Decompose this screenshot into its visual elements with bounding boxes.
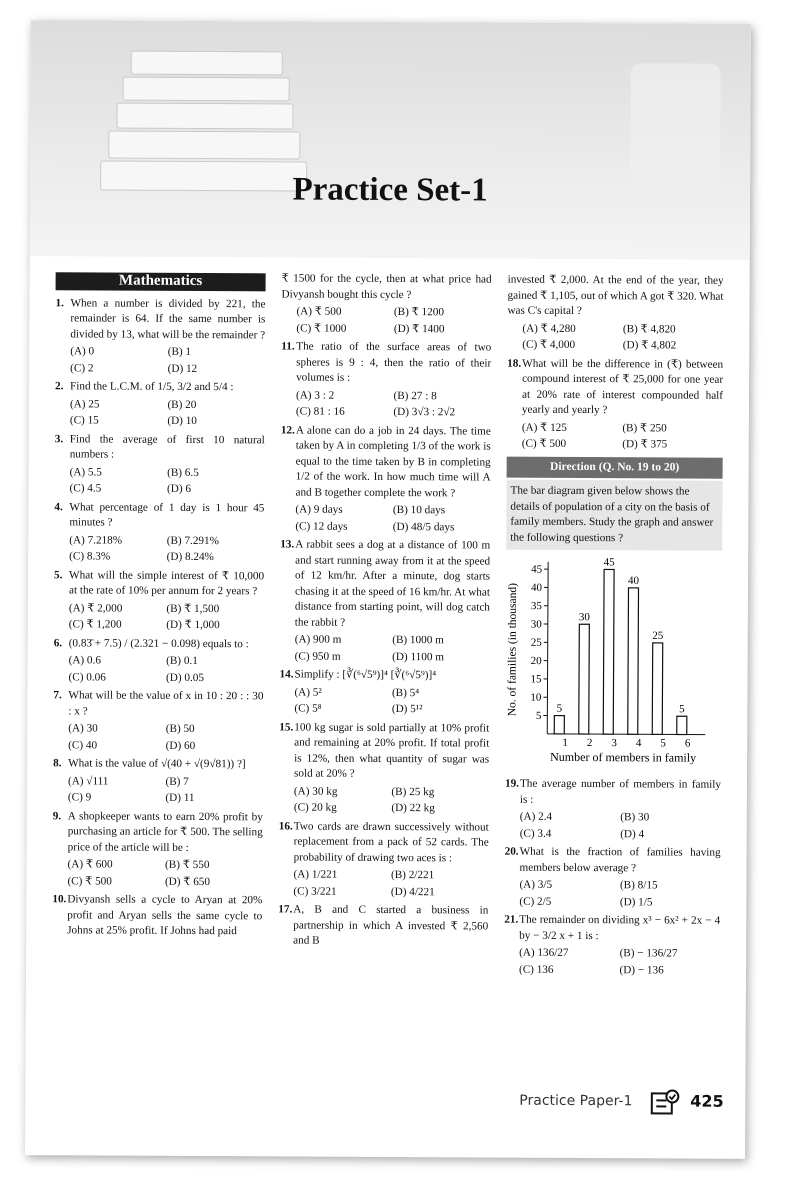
option-item: (D) 1/5 bbox=[619, 895, 653, 908]
y-tick-label: 5 bbox=[535, 709, 542, 723]
y-tick-label: 35 bbox=[530, 600, 542, 613]
question-text: A, B and C started a business in partnership in which A invested ₹ 2,560 and B bbox=[293, 903, 489, 947]
option-item: (B) ₹ 550 bbox=[165, 858, 210, 872]
question bbox=[278, 819, 488, 901]
question-text: 100 kg sugar is sold partially at 10% profit and remaining at 20% profit. If total profit is 12%, then what quantity of sugar was sold at 20% ? bbox=[294, 721, 490, 780]
question-row bbox=[280, 537, 490, 631]
option-item: (A) 5.5 bbox=[69, 465, 102, 479]
option-item: (D) 8.24% bbox=[166, 550, 214, 564]
question bbox=[505, 777, 721, 843]
question bbox=[52, 892, 262, 940]
question-text: Simplify : [∛(⁶√5⁹)]⁴ [∛(⁶√5⁹)]⁴ bbox=[294, 668, 437, 682]
header-banner bbox=[30, 20, 751, 260]
options bbox=[280, 632, 490, 665]
question-text: The ratio of the surface areas of two spheres is 9 : 4, then the ratio of their volumes is : bbox=[296, 340, 492, 384]
question-text: What percentage of 1 day is 1 hour 45 minutes ? bbox=[69, 500, 265, 529]
options bbox=[279, 784, 489, 817]
question-list bbox=[504, 777, 721, 979]
question-list bbox=[507, 356, 723, 453]
option-item: (A) ₹ 125 bbox=[521, 421, 567, 434]
question-row bbox=[54, 568, 264, 600]
book-stack-image bbox=[108, 131, 300, 160]
options bbox=[505, 810, 721, 843]
option-item: (C) 12 days bbox=[295, 520, 348, 533]
question-row bbox=[280, 667, 490, 684]
question-row bbox=[55, 296, 265, 344]
option-item: (A) ₹ 600 bbox=[67, 858, 113, 871]
question-number: 12. bbox=[280, 423, 295, 437]
bar bbox=[677, 716, 687, 734]
option-item: (D) ₹ 1,000 bbox=[166, 618, 220, 632]
question-row bbox=[279, 720, 489, 783]
option-item: (D) 12 bbox=[167, 362, 198, 375]
option-item: (D) 1100 m bbox=[392, 650, 444, 663]
y-tick-label: 25 bbox=[530, 636, 542, 649]
question-row bbox=[507, 356, 723, 419]
question-row bbox=[52, 892, 262, 940]
options bbox=[504, 946, 720, 979]
question-row bbox=[278, 902, 488, 950]
question bbox=[504, 913, 720, 979]
bar-chart bbox=[505, 554, 722, 775]
options bbox=[54, 601, 264, 634]
option-item: (C) 950 m bbox=[294, 650, 341, 663]
options bbox=[53, 774, 263, 807]
option-item: (D) 5¹² bbox=[391, 703, 423, 716]
question-row bbox=[55, 379, 265, 396]
question-text: The remainder on dividing x³ − 6x² + 2x − 4 by − 3/2 x + 1 is : bbox=[519, 913, 721, 942]
question-continuation: invested ₹ 2,000. At the end of the year, they gained ₹ 1,105, out of which A got ₹ 320. What was C's capital ? bbox=[507, 273, 724, 318]
option-item: (A) 2.4 bbox=[519, 810, 553, 823]
option-item: (B) 1 bbox=[167, 345, 192, 358]
option-item: (D) ₹ 375 bbox=[622, 438, 668, 451]
question-number: 15. bbox=[279, 720, 294, 734]
bar bbox=[652, 643, 662, 735]
option-item: (B) 7 bbox=[165, 775, 189, 788]
question bbox=[504, 845, 720, 911]
y-tick-label: 45 bbox=[531, 563, 543, 576]
option-item: (B) ₹ 250 bbox=[622, 421, 667, 434]
question-row bbox=[55, 432, 265, 464]
question bbox=[279, 720, 489, 817]
y-tick-label: 20 bbox=[530, 655, 542, 668]
question-continuation: ₹ 1500 for the cycle, then at what price had Divyansh bought this cycle ? bbox=[281, 272, 492, 301]
option-item: (A) 0.6 bbox=[68, 654, 101, 667]
question-row bbox=[505, 777, 721, 809]
options bbox=[279, 685, 489, 718]
column-2 bbox=[278, 271, 492, 950]
question-text: (0.83̄ + 7.5) / (2.321 − 0.098) equals to : bbox=[68, 636, 249, 650]
x-tick-label: 2 bbox=[586, 737, 593, 750]
options bbox=[280, 502, 490, 535]
option-item: (B) 8/15 bbox=[619, 879, 658, 892]
question-number: 7. bbox=[53, 689, 62, 702]
data-label: 30 bbox=[578, 611, 590, 624]
option-item: (B) 10 days bbox=[392, 504, 446, 517]
option-item: (B) 30 bbox=[620, 811, 650, 824]
option-item: (A) 30 bbox=[68, 722, 98, 735]
option-item: (C) ₹ 4,000 bbox=[522, 338, 576, 351]
question-text: Find the L.C.M. of 1/5, 3/2 and 5/4 : bbox=[70, 380, 234, 394]
option-item: (A) 136/27 bbox=[519, 946, 569, 959]
option-item: (A) 5² bbox=[294, 686, 322, 699]
options bbox=[55, 344, 265, 377]
option-item: (A) 9 days bbox=[295, 503, 343, 516]
question bbox=[52, 809, 262, 891]
option-item: (A) 1/221 bbox=[293, 868, 338, 881]
option-item: (B) 6.5 bbox=[167, 466, 199, 479]
option-item: (B) − 136/27 bbox=[619, 947, 678, 960]
question-number: 8. bbox=[53, 757, 62, 770]
option-item: (B) 5⁴ bbox=[391, 686, 420, 699]
question-number: 13. bbox=[280, 538, 295, 551]
options bbox=[278, 867, 488, 900]
question bbox=[507, 356, 723, 453]
question-number: 11. bbox=[281, 340, 295, 353]
question bbox=[280, 423, 491, 536]
decorative-image bbox=[630, 63, 721, 183]
option-item: (A) 900 m bbox=[294, 633, 342, 646]
option-item: (D) − 136 bbox=[619, 963, 664, 976]
option-item: (C) 9 bbox=[67, 791, 92, 804]
question-row bbox=[505, 845, 721, 877]
book-stack-image bbox=[116, 103, 293, 130]
option-item: (D) 10 bbox=[167, 414, 197, 427]
option-item: (D) 4/221 bbox=[390, 885, 435, 898]
question-row bbox=[54, 500, 264, 532]
data-label: 5 bbox=[679, 703, 685, 716]
question bbox=[53, 636, 263, 687]
options bbox=[507, 321, 723, 354]
data-label: 40 bbox=[628, 574, 640, 587]
question-text: Two cards are drawn successively without replacement from a pack of 52 cards. The probability of drawing two aces is : bbox=[293, 820, 489, 864]
question-text: What will be the difference in (₹) between compound interest of ₹ 25,000 for one year at 20% rate of interest compounded half yearly and yearly ? bbox=[521, 357, 724, 417]
option-item: (B) ₹ 4,820 bbox=[622, 322, 676, 336]
option-item: (C) ₹ 500 bbox=[521, 437, 567, 450]
bar bbox=[603, 569, 614, 734]
option-item: (B) 0.1 bbox=[166, 654, 198, 668]
question-text: Divyansh sells a cycle to Aryan at 20% profit and Aryan sells the same cycle to Johns at 25% profit. If Johns had paid bbox=[67, 893, 263, 938]
question-text: The average number of members in family is : bbox=[519, 777, 722, 806]
option-item: (A) 0 bbox=[70, 345, 95, 358]
question-row bbox=[279, 819, 489, 867]
question-text: Find the average of first 10 natural numbers : bbox=[69, 432, 265, 461]
options bbox=[55, 397, 265, 430]
x-tick-label: 3 bbox=[611, 737, 617, 750]
option-item: (B) 1000 m bbox=[392, 634, 444, 647]
question-text: What is the value of √(40 + √(9√81)) ?] bbox=[68, 757, 246, 771]
x-axis-title: Number of members in family bbox=[550, 749, 697, 765]
options bbox=[54, 465, 264, 498]
question-list bbox=[52, 296, 265, 940]
question-number: 18. bbox=[507, 357, 522, 370]
question-text: What will the simple interest of ₹ 10,000 at the rate of 10% per annum for 2 years ? bbox=[68, 568, 265, 598]
option-item: (D) 22 kg bbox=[391, 802, 435, 815]
option-item: (A) 3/5 bbox=[519, 878, 553, 891]
data-label: 45 bbox=[603, 556, 615, 569]
question-number: 9. bbox=[52, 809, 62, 822]
question-row bbox=[504, 913, 720, 945]
bar bbox=[554, 716, 564, 734]
question-number: 19. bbox=[504, 777, 520, 790]
option-item: (C) 81 : 16 bbox=[295, 405, 345, 418]
option-item: (C) 3.4 bbox=[519, 827, 552, 840]
question bbox=[54, 432, 264, 498]
question-number: 21. bbox=[504, 913, 519, 926]
section-heading: Mathematics bbox=[56, 272, 266, 291]
question bbox=[53, 756, 263, 807]
option-item: (D) 60 bbox=[165, 739, 196, 752]
x-tick-label: 1 bbox=[562, 736, 568, 749]
option-item: (B) ₹ 1200 bbox=[393, 306, 444, 319]
question-text: When a number is divided by 221, the remainder is 64. If the same number is divided by 13, what will be the remainder ? bbox=[70, 296, 266, 341]
option-item: (B) 20 bbox=[167, 398, 197, 411]
question-number: 14. bbox=[279, 668, 294, 681]
option-item: (A) ₹ 4,280 bbox=[522, 322, 576, 335]
option-item: (D) ₹ 4,802 bbox=[622, 339, 677, 352]
question-row bbox=[281, 339, 491, 387]
option-item: (C) ₹ 1,200 bbox=[68, 618, 122, 631]
options bbox=[54, 533, 264, 566]
question bbox=[278, 902, 488, 950]
option-item: (D) 6 bbox=[166, 482, 191, 495]
option-item: (D) 11 bbox=[165, 791, 195, 804]
question-number: 6. bbox=[53, 636, 63, 649]
page-number: 425 bbox=[690, 1091, 724, 1111]
column-3 bbox=[504, 273, 724, 979]
option-item: (B) 2/221 bbox=[390, 869, 435, 882]
option-item: (D) 48/5 days bbox=[392, 520, 455, 533]
option-item: (D) ₹ 1400 bbox=[393, 322, 445, 335]
options bbox=[504, 878, 720, 911]
book-stack-image bbox=[123, 77, 290, 102]
options bbox=[53, 721, 263, 754]
option-item: (A) ₹ 500 bbox=[296, 305, 342, 318]
option-item: (C) 136 bbox=[518, 963, 554, 976]
question-number: 20. bbox=[504, 845, 519, 858]
bar bbox=[628, 588, 639, 734]
book-stack-image bbox=[131, 51, 283, 76]
question-text: What is the fraction of families having members below average ? bbox=[519, 845, 721, 874]
question-number: 17. bbox=[278, 903, 293, 916]
question-row bbox=[280, 423, 490, 502]
question-number: 4. bbox=[54, 500, 63, 513]
question bbox=[53, 688, 263, 754]
question-number: 5. bbox=[54, 568, 63, 581]
option-item: (A) √111 bbox=[67, 774, 109, 788]
option-item: (C) ₹ 500 bbox=[67, 874, 112, 888]
option-item: (C) 0.06 bbox=[68, 670, 106, 684]
question-text: A alone can do a job in 24 days. The time taken by A in completing 1/3 of the work is equal to the time taken by B in completing 1/2 of the work. In how much time will A and B together complete the work ? bbox=[295, 424, 491, 499]
option-item: (C) 40 bbox=[68, 738, 98, 751]
option-item: (B) 50 bbox=[165, 722, 195, 735]
question-list bbox=[278, 339, 491, 950]
question bbox=[54, 568, 264, 634]
option-item: (A) 3 : 2 bbox=[295, 389, 335, 402]
y-tick-label: 30 bbox=[530, 618, 542, 631]
y-axis-title: No. of families (in thousand) bbox=[506, 583, 520, 717]
question-row bbox=[53, 809, 263, 857]
page-title: Practice Set-1 bbox=[292, 171, 488, 209]
y-tick-label: 40 bbox=[530, 581, 543, 594]
options bbox=[281, 304, 491, 337]
option-item: (A) 30 kg bbox=[293, 785, 338, 798]
data-label: 25 bbox=[652, 629, 664, 642]
question-number: 16. bbox=[278, 819, 293, 833]
question-row bbox=[54, 636, 264, 653]
option-item: (D) 4 bbox=[620, 827, 645, 840]
option-item: (D) ₹ 650 bbox=[164, 875, 211, 888]
option-item: (C) 4.5 bbox=[69, 482, 102, 495]
bar bbox=[579, 624, 590, 734]
question bbox=[281, 339, 491, 421]
bar-chart-svg bbox=[505, 554, 722, 775]
option-item: (C) 8.3% bbox=[69, 550, 111, 563]
option-item: (C) 5⁸ bbox=[294, 702, 322, 715]
checklist-icon bbox=[650, 1089, 680, 1115]
option-item: (B) 25 kg bbox=[391, 785, 435, 798]
question-number: 1. bbox=[55, 296, 64, 309]
option-item: (A) ₹ 2,000 bbox=[68, 601, 123, 615]
column-1 bbox=[52, 270, 265, 940]
options bbox=[52, 857, 262, 890]
question-number: 3. bbox=[54, 432, 64, 445]
option-item: (C) ₹ 1000 bbox=[296, 322, 347, 335]
y-tick-label: 10 bbox=[530, 691, 542, 704]
x-tick-label: 4 bbox=[635, 737, 642, 750]
x-tick-label: 5 bbox=[660, 737, 666, 750]
question bbox=[280, 537, 491, 665]
option-item: (A) 7.218% bbox=[69, 533, 123, 547]
option-item: (C) 3/221 bbox=[293, 885, 337, 898]
question-text: A shopkeeper wants to earn 20% profit by purchasing an article for ₹ 500. The selling price of the article will be : bbox=[67, 809, 263, 854]
y-tick-label: 15 bbox=[530, 673, 542, 686]
question-text: A rabbit sees a dog at a distance of 100 m and start running away from it at the speed of 12 km/hr. After a minute, dog starts chasing it at the speed of 16 km/hr. At what distance from starting point, will dog catch the rabbit ? bbox=[294, 538, 491, 629]
data-label: 5 bbox=[556, 702, 563, 715]
question bbox=[55, 379, 265, 430]
option-item: (D) 0.05 bbox=[166, 671, 204, 684]
option-item: (A) 25 bbox=[69, 397, 100, 410]
question bbox=[279, 667, 489, 718]
option-item: (C) 2/5 bbox=[519, 895, 552, 908]
direction-heading: Direction (Q. No. 19 to 20) bbox=[507, 456, 723, 479]
footer-label: Practice Paper-1 bbox=[519, 1092, 633, 1110]
options bbox=[507, 420, 723, 453]
question-number: 10. bbox=[52, 893, 67, 906]
option-item: (C) 2 bbox=[70, 361, 94, 374]
question-row bbox=[53, 688, 263, 720]
question-row bbox=[53, 756, 263, 773]
option-item: (B) ₹ 1,500 bbox=[166, 602, 220, 615]
question-text: What will be the value of x in 10 : 20 : : 30 : x ? bbox=[68, 689, 264, 717]
option-item: (B) 27 : 8 bbox=[393, 389, 437, 402]
options bbox=[281, 388, 491, 421]
option-item: (B) 7.291% bbox=[166, 534, 219, 547]
direction-text: The bar diagram given below shows the details of population of a city on the basis of family members. Study the graph and answer the following questions ? bbox=[506, 480, 722, 551]
page bbox=[25, 20, 751, 1159]
question-number: 2. bbox=[55, 380, 64, 393]
x-tick-label: 6 bbox=[684, 737, 691, 750]
options bbox=[53, 653, 263, 686]
option-item: (C) 15 bbox=[69, 414, 99, 427]
question bbox=[54, 500, 264, 566]
option-item: (D) 3√3 : 2√2 bbox=[393, 406, 456, 419]
option-item: (C) 20 kg bbox=[293, 801, 337, 814]
question bbox=[55, 296, 265, 378]
